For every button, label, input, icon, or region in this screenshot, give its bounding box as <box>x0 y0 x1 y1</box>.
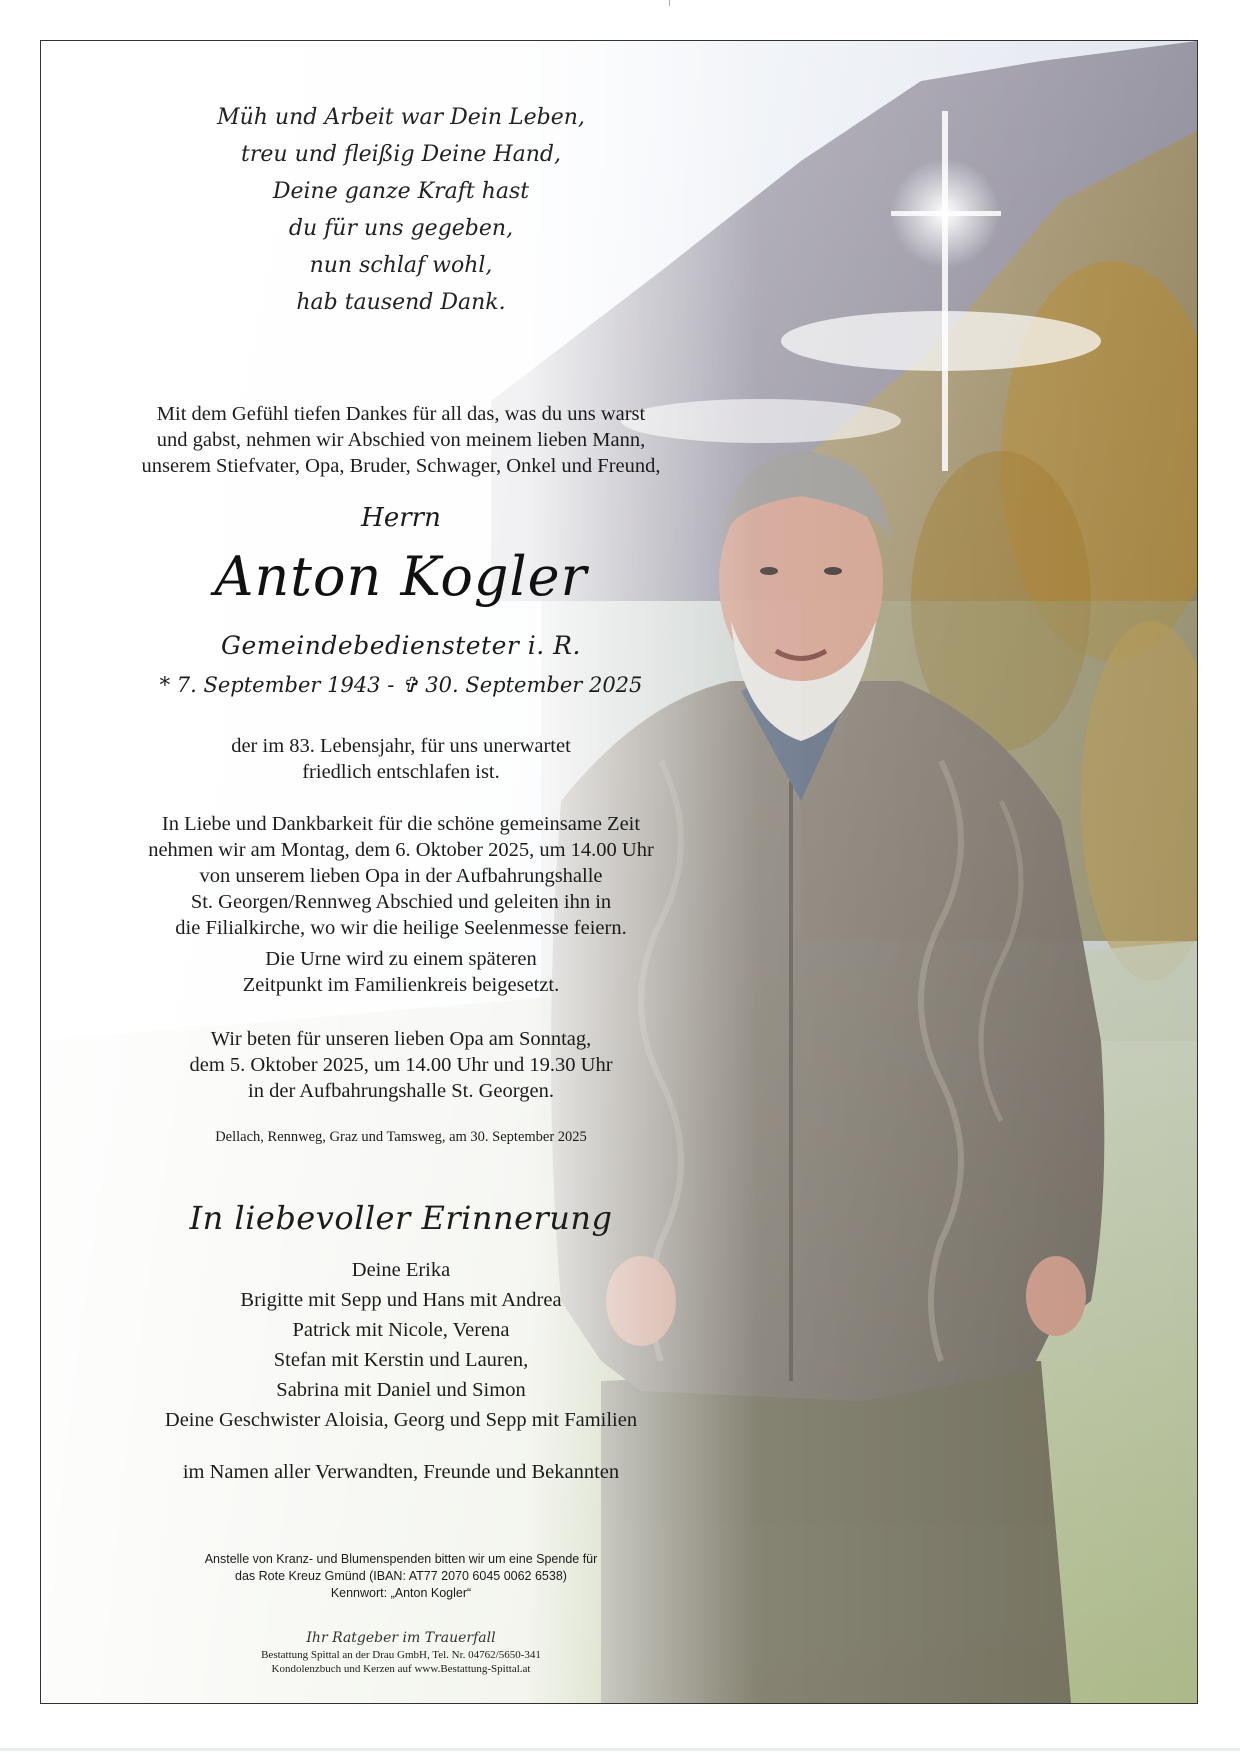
poem-line: nun schlaf wohl, <box>309 253 493 278</box>
mourner: Brigitte mit Sepp und Hans mit Andrea <box>240 1289 562 1311</box>
service-line: In Liebe und Dankbarkeit für die schöne gemeinsame Zeit <box>161 813 641 835</box>
donation-note <box>41 1551 761 1602</box>
poem-line: Müh und Arbeit war Dein Leben, <box>217 105 585 130</box>
service-line: St. Georgen/Rennweg Abschied und geleiten ihn in <box>190 891 612 913</box>
age-text <box>41 733 761 785</box>
memory-heading: In liebevoller Erinnerung <box>189 1199 613 1237</box>
age-line: friedlich entschlafen ist. <box>302 761 500 783</box>
scan-edge <box>0 1748 1240 1751</box>
prayer-line: dem 5. Oktober 2025, um 14.00 Uhr und 19.30 Uhr <box>189 1054 613 1076</box>
donation-line: Kennwort: „Anton Kogler“ <box>330 1586 472 1600</box>
salutation: Herrn <box>361 503 441 533</box>
donation-line: Anstelle von Kranz- und Blumenspenden bitten wir um eine Spende für <box>204 1552 598 1566</box>
funeral-home-footer <box>41 1631 761 1676</box>
service-line: nehmen wir am Montag, dem 6. Oktober 2025, um 14.00 Uhr <box>148 839 654 861</box>
mourner: Deine Erika <box>351 1259 451 1281</box>
intro-line: unserem Stiefvater, Opa, Bruder, Schwager, Onkel und Freund, <box>141 455 661 477</box>
funeral-home-slogan: Ihr Ratgeber im Trauerfall <box>306 1630 496 1646</box>
poem-line: du für uns gegeben, <box>288 216 514 241</box>
service-line: von unserem lieben Opa in der Aufbahrungshalle <box>199 865 603 887</box>
condolence-link[interactable]: Kondolenzbuch und Kerzen auf www.Bestattung-Spittal.at <box>271 1663 531 1675</box>
occupation: Gemeindebediensteter i. R. <box>221 631 581 660</box>
mourners-list <box>41 1255 761 1435</box>
service-line: die Filialkirche, wo wir die heilige Seelenmesse feiern. <box>175 917 627 939</box>
life-dates: * 7. September 1943 - ✞ 30. September 2025 <box>159 673 643 697</box>
mourner: Stefan mit Kerstin und Lauren, <box>273 1349 529 1371</box>
place-date: Dellach, Rennweg, Graz und Tamsweg, am 30. September 2025 <box>215 1129 587 1145</box>
mourner: Sabrina mit Daniel und Simon <box>276 1379 526 1401</box>
scan-mark <box>669 0 670 6</box>
donation-line: das Rote Kreuz Gmünd (IBAN: AT77 2070 6045 0062 6538) <box>235 1569 567 1583</box>
intro-text <box>41 401 761 479</box>
poem-line: hab tausend Dank. <box>296 290 506 315</box>
intro-line: und gabst, nehmen wir Abschied von meinem lieben Mann, <box>156 429 646 451</box>
prayer-line: Wir beten für unseren lieben Opa am Sonntag, <box>210 1028 592 1050</box>
intro-line: Mit dem Gefühl tiefen Dankes für all das, was du uns warst <box>156 403 646 425</box>
poem-line: Deine ganze Kraft hast <box>272 179 530 204</box>
mourner: Patrick mit Nicole, Verena <box>292 1319 510 1341</box>
obituary-frame <box>40 40 1198 1704</box>
urn-text <box>41 946 761 998</box>
urn-line: Zeitpunkt im Familienkreis beigesetzt. <box>242 974 560 996</box>
service-text <box>41 811 761 941</box>
deceased-name: Anton Kogler <box>214 545 588 608</box>
poem <box>41 99 761 321</box>
funeral-home-contact: Bestattung Spittal an der Drau GmbH, Tel. Nr. 04762/5650-341 <box>261 1649 541 1661</box>
all-relatives-line: im Namen aller Verwandten, Freunde und Bekannten <box>182 1461 620 1483</box>
age-line: der im 83. Lebensjahr, für uns unerwartet <box>231 735 571 757</box>
prayer-line: in der Aufbahrungshalle St. Georgen. <box>248 1080 554 1102</box>
prayer-text <box>41 1026 761 1104</box>
mourner: Deine Geschwister Aloisia, Georg und Sepp mit Familien <box>164 1409 638 1431</box>
poem-line: treu und fleißig Deine Hand, <box>241 142 561 167</box>
urn-line: Die Urne wird zu einem späteren <box>265 948 537 970</box>
